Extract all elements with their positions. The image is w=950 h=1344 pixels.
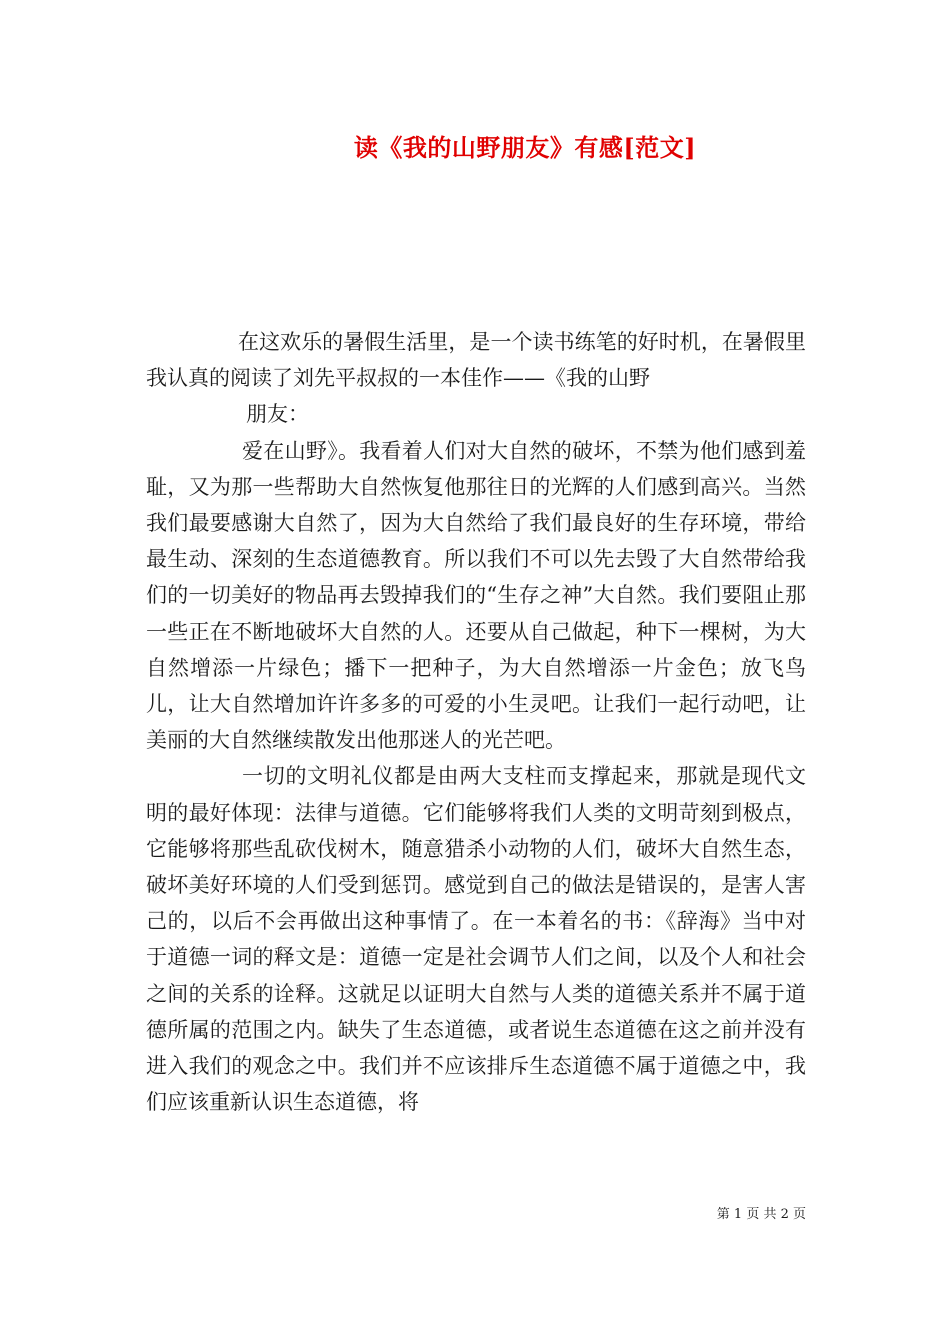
document-title: 读《我的山野朋友》有感[范文] bbox=[353, 133, 697, 162]
document-body bbox=[146, 324, 806, 1120]
paragraph-3: 爱在山野》。我看着人们对大自然的破坏，不禁为他们感到羞耻，又为那一些帮助大自然恢复他那往日的光辉的人们感到高兴。当然我们最要感谢大自然了，因为大自然给了我们最良好的生存环境，带给最生动、深刻的生态道德教育。所以我们不可以先去毁了大自然带给我们的一切美好的物品再去毁掉我们的“生存之神”大自然。我们要阻止那一些正在不断地破坏大自然的人。还要从自己做起，种下一棵树，为大自然增添一片绿色；播下一把种子，为大自然增添一片金色；放飞鸟儿，让大自然增加许许多多的可爱的小生灵吧。让我们一起行动吧，让美丽的大自然继续散发出他那迷人的光芒吧。 bbox=[146, 438, 806, 753]
page-number-footer: 第 1 页 共 2 页 bbox=[716, 1207, 806, 1222]
paragraph-2: 朋友： bbox=[246, 402, 309, 427]
paragraph-4: 一切的文明礼仪都是由两大支柱而支撑起来，那就是现代文明的最好体现：法律与道德。它们能够将我们人类的文明苛刻到极点，它能够将那些乱砍伐树木，随意猎杀小动物的人们，破坏大自然生态，破坏美好环境的人们受到惩罚。感觉到自己的做法是错误的，是害人害己的，以后不会再做出这种事情了。在一本着名的书：《辞海》当中对于道德一词的释文是：道德一定是社会调节人们之间，以及个人和社会之间的关系的诠释。这就足以证明大自然与人类的道德关系并不属于道德所属的范围之内。缺失了生态道德，或者说生态道德在这之前并没有进入我们的观念之中。我们并不应该排斥生态道德不属于道德之中，我们应该重新认识生态道德，将 bbox=[146, 764, 806, 1115]
paragraph-1: 在这欢乐的暑假生活里，是一个读书练笔的好时机，在暑假里我认真的阅读了刘先平叔叔的一本佳作——《我的山野 bbox=[146, 330, 806, 391]
